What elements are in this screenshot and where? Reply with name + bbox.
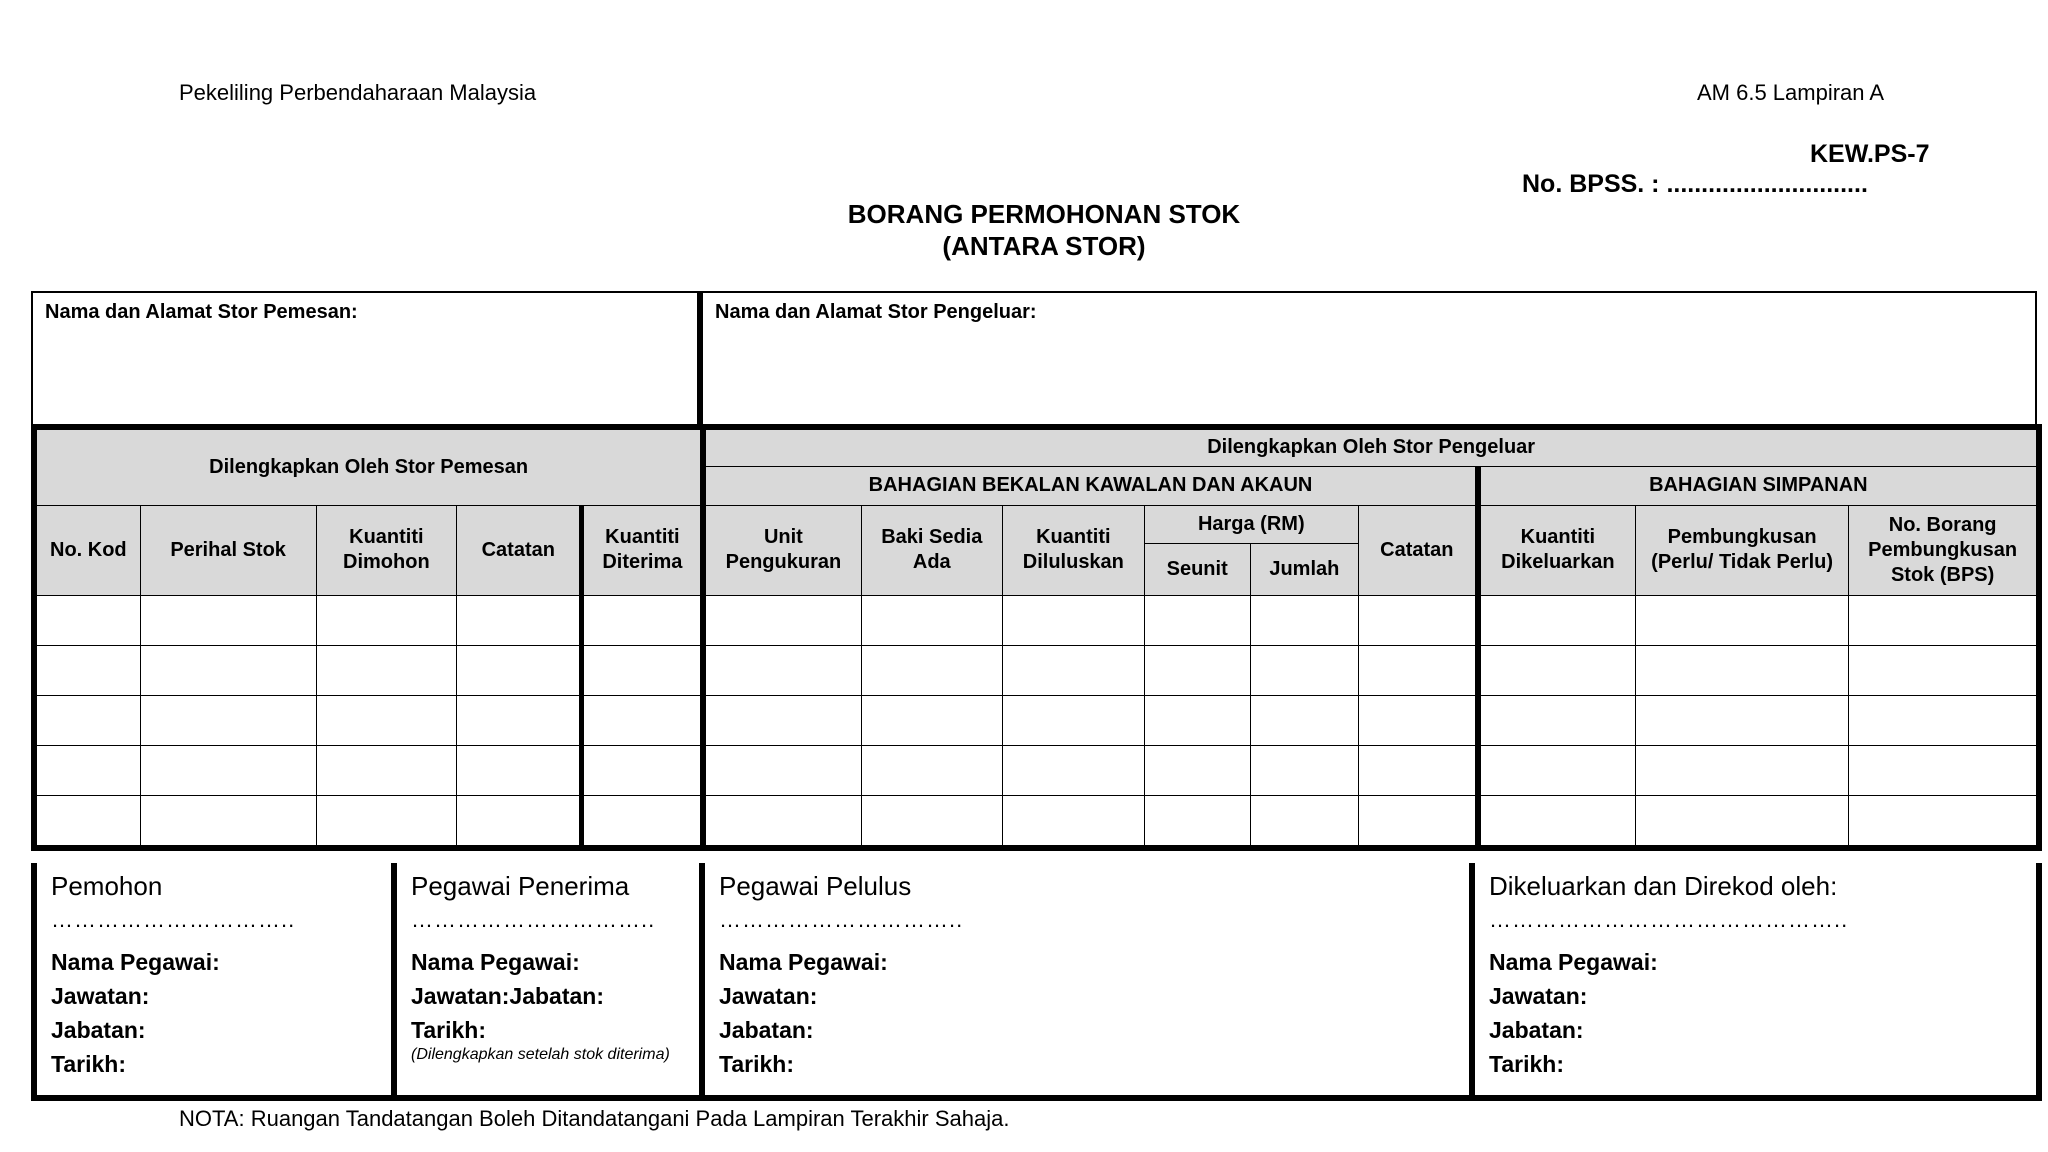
table-row — [34, 595, 2039, 645]
col-kuantiti-diterima: Kuantiti Diterima — [582, 505, 703, 595]
cell-catatan[interactable] — [457, 795, 582, 848]
cell-catatan[interactable] — [457, 645, 582, 695]
cell-kuantiti-dimohon[interactable] — [316, 695, 457, 745]
issuing-store-address-label: Nama dan Alamat Stor Pengeluar: — [715, 301, 1037, 323]
signature-role: Pegawai Pelulus — [719, 871, 912, 901]
cell-kuantiti-diterima[interactable] — [582, 795, 703, 848]
ordering-store-address-label: Nama dan Alamat Stor Pemesan: — [45, 301, 358, 323]
cell-kuantiti-dimohon[interactable] — [316, 645, 457, 695]
officer-name-label: Nama Pegawai: — [51, 949, 220, 975]
cell-kuantiti-diluluskan[interactable] — [1003, 645, 1145, 695]
table-row — [34, 645, 2039, 695]
cell-no-kod[interactable] — [34, 795, 140, 848]
cell-kuantiti-dimohon[interactable] — [316, 795, 457, 848]
issuing-store-address-box — [697, 291, 2037, 424]
cell-kuantiti-dimohon[interactable] — [316, 745, 457, 795]
col-perihal-stok: Perihal Stok — [140, 505, 316, 595]
cell-seunit[interactable] — [1144, 745, 1250, 795]
form-title-line2: (ANTARA STOR) — [942, 231, 1146, 261]
col-no-borang-bps: No. Borang Pembungkusan Stok (BPS) — [1849, 505, 2039, 595]
position-label: Jawatan: — [51, 983, 150, 1009]
col-unit-pengukuran: Unit Pengukuran — [703, 505, 861, 595]
cell-kuantiti-diterima[interactable] — [582, 595, 703, 645]
cell-perihal[interactable] — [140, 795, 316, 848]
ordering-store-address-box — [31, 291, 699, 424]
cell-kuantiti-diterima[interactable] — [582, 645, 703, 695]
cell-pembungkusan[interactable] — [1635, 795, 1848, 848]
position-department-label: Jawatan:Jabatan: — [411, 983, 605, 1009]
cell-seunit[interactable] — [1144, 645, 1250, 695]
ordering-store-section-header: Dilengkapkan Oleh Stor Pemesan — [34, 427, 703, 505]
table-row — [34, 795, 2039, 848]
storage-section-header: BAHAGIAN SIMPANAN — [1478, 466, 2039, 505]
cell-kuantiti-diluluskan[interactable] — [1003, 745, 1145, 795]
col-harga-jumlah: Jumlah — [1250, 543, 1358, 595]
date-label: Tarikh: — [719, 1051, 794, 1077]
footnote: NOTA: Ruangan Tandatangan Boleh Ditandatangani Pada Lampiran Terakhir Sahaja. — [179, 1106, 1010, 1131]
circular-reference: Pekeliling Perbendaharaan Malaysia — [179, 80, 537, 105]
cell-kuantiti-diluluskan[interactable] — [1003, 695, 1145, 745]
supply-control-section-header: BAHAGIAN BEKALAN KAWALAN DAN AKAUN — [703, 466, 1477, 505]
col-baki-sedia-ada: Baki Sedia Ada — [861, 505, 1003, 595]
cell-baki[interactable] — [861, 645, 1003, 695]
cell-seunit[interactable] — [1144, 795, 1250, 848]
signature-role: Dikeluarkan dan Direkod oleh: — [1489, 871, 1838, 901]
col-no-kod: No. Kod — [34, 505, 140, 595]
cell-unit[interactable] — [703, 695, 861, 745]
cell-pembungkusan[interactable] — [1635, 695, 1848, 745]
signature-block-pemohon — [37, 863, 397, 1101]
bpss-number-field: No. BPSS. : ............................. — [1522, 170, 1868, 198]
issuing-store-section-header: Dilengkapkan Oleh Stor Pengeluar — [703, 427, 2039, 466]
officer-name-label: Nama Pegawai: — [1489, 949, 1658, 975]
cell-perihal[interactable] — [140, 595, 316, 645]
cell-catatan[interactable] — [457, 745, 582, 795]
signature-block-dikeluarkan — [1475, 863, 2036, 1101]
cell-kuantiti-diluluskan[interactable] — [1003, 795, 1145, 848]
cell-pembungkusan[interactable] — [1635, 645, 1848, 695]
cell-baki[interactable] — [861, 695, 1003, 745]
cell-kuantiti-dikeluarkan[interactable] — [1478, 595, 1636, 645]
cell-pembungkusan[interactable] — [1635, 745, 1848, 795]
cell-jumlah[interactable] — [1250, 595, 1358, 645]
cell-unit[interactable] — [703, 745, 861, 795]
cell-catatan[interactable] — [1358, 795, 1477, 848]
col-group-harga: Harga (RM) — [1144, 505, 1358, 543]
signature-role: Pegawai Penerima — [411, 871, 630, 901]
date-label: Tarikh: — [51, 1051, 126, 1077]
cell-unit[interactable] — [703, 645, 861, 695]
cell-no-kod[interactable] — [34, 695, 140, 745]
department-label: Jabatan: — [51, 1017, 146, 1043]
form-code: KEW.PS-7 — [1810, 140, 1930, 168]
cell-kuantiti-dikeluarkan[interactable] — [1478, 795, 1636, 848]
cell-jumlah[interactable] — [1250, 745, 1358, 795]
cell-catatan[interactable] — [1358, 745, 1477, 795]
department-label: Jabatan: — [719, 1017, 814, 1043]
cell-kuantiti-diterima[interactable] — [582, 745, 703, 795]
cell-baki[interactable] — [861, 745, 1003, 795]
cell-jumlah[interactable] — [1250, 795, 1358, 848]
cell-baki[interactable] — [861, 795, 1003, 848]
cell-catatan[interactable] — [1358, 695, 1477, 745]
cell-no-borang[interactable] — [1849, 595, 2039, 645]
col-catatan-pemesan: Catatan — [457, 505, 582, 595]
signature-block-penerima — [397, 863, 705, 1101]
cell-jumlah[interactable] — [1250, 645, 1358, 695]
col-kuantiti-diluluskan: Kuantiti Diluluskan — [1003, 505, 1145, 595]
signature-line[interactable]: ………………………….. — [51, 907, 296, 932]
cell-catatan[interactable] — [457, 595, 582, 645]
cell-no-kod[interactable] — [34, 745, 140, 795]
cell-kuantiti-dikeluarkan[interactable] — [1478, 695, 1636, 745]
cell-seunit[interactable] — [1144, 595, 1250, 645]
cell-kuantiti-diterima[interactable] — [582, 695, 703, 745]
cell-no-borang[interactable] — [1849, 745, 2039, 795]
cell-no-kod[interactable] — [34, 595, 140, 645]
cell-unit[interactable] — [703, 595, 861, 645]
signature-role: Pemohon — [51, 871, 163, 901]
officer-name-label: Nama Pegawai: — [719, 949, 888, 975]
signature-block-pelulus — [705, 863, 1475, 1101]
signature-line[interactable]: ………………………….. — [411, 907, 656, 932]
signature-line[interactable]: ……………………………………….. — [1489, 907, 1849, 932]
cell-perihal[interactable] — [140, 745, 316, 795]
cell-perihal[interactable] — [140, 695, 316, 745]
appendix-reference: AM 6.5 Lampiran A — [1697, 80, 1885, 105]
cell-no-borang[interactable] — [1849, 695, 2039, 745]
table-row — [34, 695, 2039, 745]
officer-name-label: Nama Pegawai: — [411, 949, 580, 975]
form-title — [0, 198, 2048, 262]
cell-kuantiti-diluluskan[interactable] — [1003, 595, 1145, 645]
date-label: Tarikh: — [411, 1017, 486, 1043]
cell-baki[interactable] — [861, 595, 1003, 645]
cell-no-kod[interactable] — [34, 645, 140, 695]
stock-request-table — [31, 424, 2042, 851]
col-kuantiti-dikeluarkan: Kuantiti Dikeluarkan — [1478, 505, 1636, 595]
col-harga-seunit: Seunit — [1144, 543, 1250, 595]
receipt-note: (Dilengkapkan setelah stok diterima) — [411, 1046, 670, 1063]
col-kuantiti-dimohon: Kuantiti Dimohon — [316, 505, 457, 595]
form-title-line1: BORANG PERMOHONAN STOK — [847, 199, 1241, 229]
cell-perihal[interactable] — [140, 645, 316, 695]
col-pembungkusan: Pembungkusan (Perlu/ Tidak Perlu) — [1635, 505, 1848, 595]
position-label: Jawatan: — [719, 983, 818, 1009]
cell-kuantiti-dikeluarkan[interactable] — [1478, 745, 1636, 795]
date-label: Tarikh: — [1489, 1051, 1564, 1077]
cell-catatan[interactable] — [457, 695, 582, 745]
position-label: Jawatan: — [1489, 983, 1588, 1009]
cell-unit[interactable] — [703, 795, 861, 848]
cell-no-borang[interactable] — [1849, 795, 2039, 848]
cell-seunit[interactable] — [1144, 695, 1250, 745]
cell-catatan[interactable] — [1358, 595, 1477, 645]
signature-line[interactable]: ………………………….. — [719, 907, 964, 932]
cell-kuantiti-dimohon[interactable] — [316, 595, 457, 645]
cell-jumlah[interactable] — [1250, 695, 1358, 745]
cell-kuantiti-dikeluarkan[interactable] — [1478, 645, 1636, 695]
col-catatan-pengeluar: Catatan — [1358, 505, 1477, 595]
cell-pembungkusan[interactable] — [1635, 595, 1848, 645]
table-row — [34, 745, 2039, 795]
department-label: Jabatan: — [1489, 1017, 1584, 1043]
cell-catatan[interactable] — [1358, 645, 1477, 695]
cell-no-borang[interactable] — [1849, 645, 2039, 695]
